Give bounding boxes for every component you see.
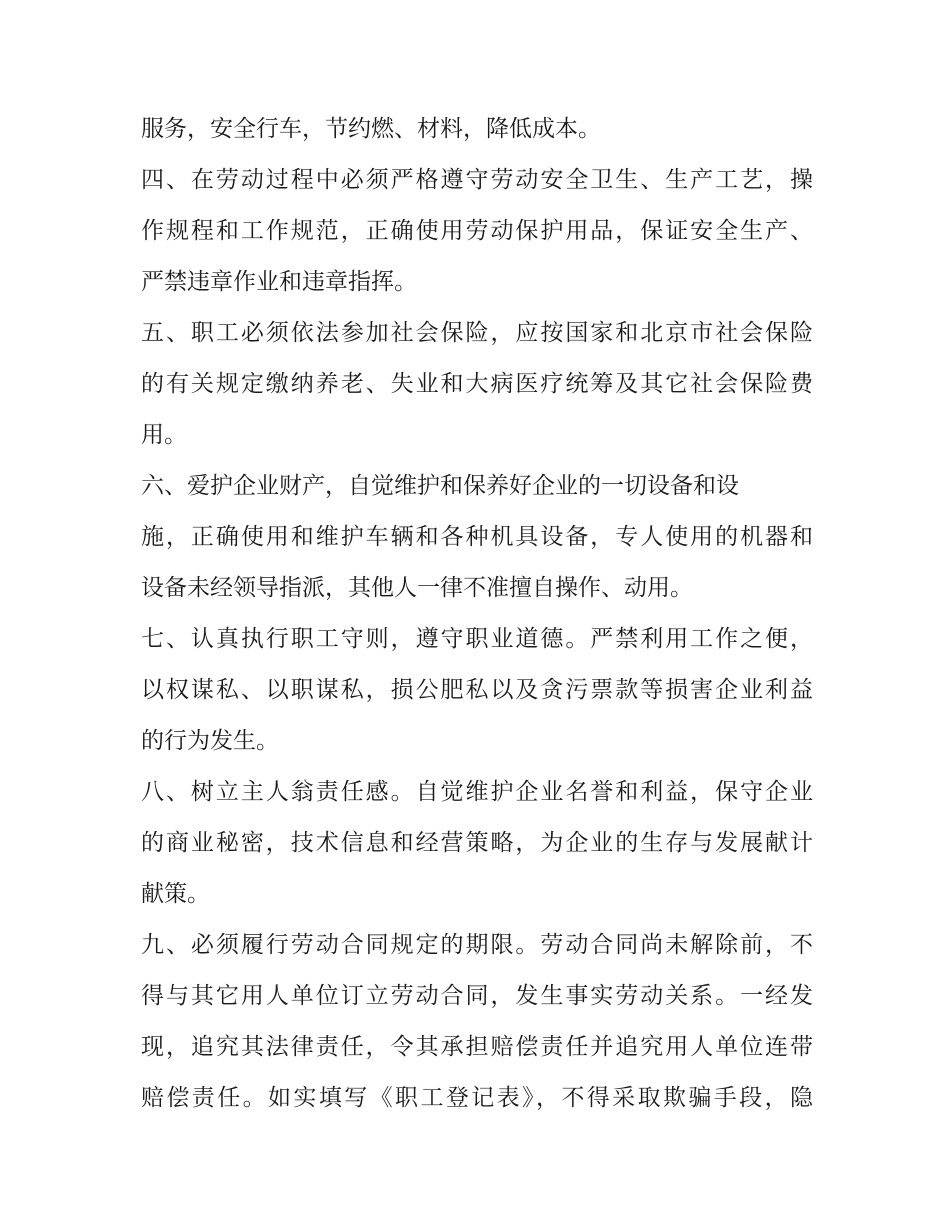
text-line: 的商业秘密，技术信息和经营策略，为企业的生存与发展献计	[141, 830, 813, 856]
text-line: 四、在劳动过程中必须严格遵守劳动安全卫生、生产工艺，操	[141, 167, 813, 193]
text-line: 得与其它用人单位订立劳动合同，发生事实劳动关系。一经发	[141, 983, 813, 1009]
text-line: 施，正确使用和维护车辆和各种机具设备，专人使用的机器和	[141, 524, 813, 550]
text-line: 七、认真执行职工守则，遵守职业道德。严禁利用工作之便，	[141, 626, 813, 652]
text-line: 献策。	[141, 881, 210, 907]
text-line: 以权谋私、以职谋私，损公肥私以及贪污票款等损害企业利益	[141, 677, 813, 703]
document-body	[141, 104, 813, 1124]
text-line: 服务，安全行车，节约燃、材料，降低成本。	[141, 116, 601, 142]
text-line: 八、树立主人翁责任感。自觉维护企业名誉和利益，保守企业	[141, 779, 813, 805]
text-line: 作规程和工作规范，正确使用劳动保护用品，保证安全生产、	[141, 218, 813, 244]
text-line: 现，追究其法律责任，令其承担赔偿责任并追究用人单位连带	[141, 1034, 813, 1060]
text-line: 九、必须履行劳动合同规定的期限。劳动合同尚未解除前，不	[141, 932, 813, 958]
text-line: 的行为发生。	[141, 728, 279, 754]
text-line: 六、爱护企业财产，自觉维护和保养好企业的一切设备和设	[141, 473, 739, 499]
text-line: 用。	[141, 422, 187, 448]
text-line: 的有关规定缴纳养老、失业和大病医疗统筹及其它社会保险费	[141, 371, 813, 397]
text-line: 严禁违章作业和违章指挥。	[141, 269, 417, 295]
text-line: 设备未经领导指派，其他人一律不准擅自操作、动用。	[141, 575, 693, 601]
text-line: 赔偿责任。如实填写《职工登记表》，不得采取欺骗手段，隐	[141, 1085, 813, 1111]
text-line: 五、职工必须依法参加社会保险，应按国家和北京市社会保险	[141, 320, 813, 346]
